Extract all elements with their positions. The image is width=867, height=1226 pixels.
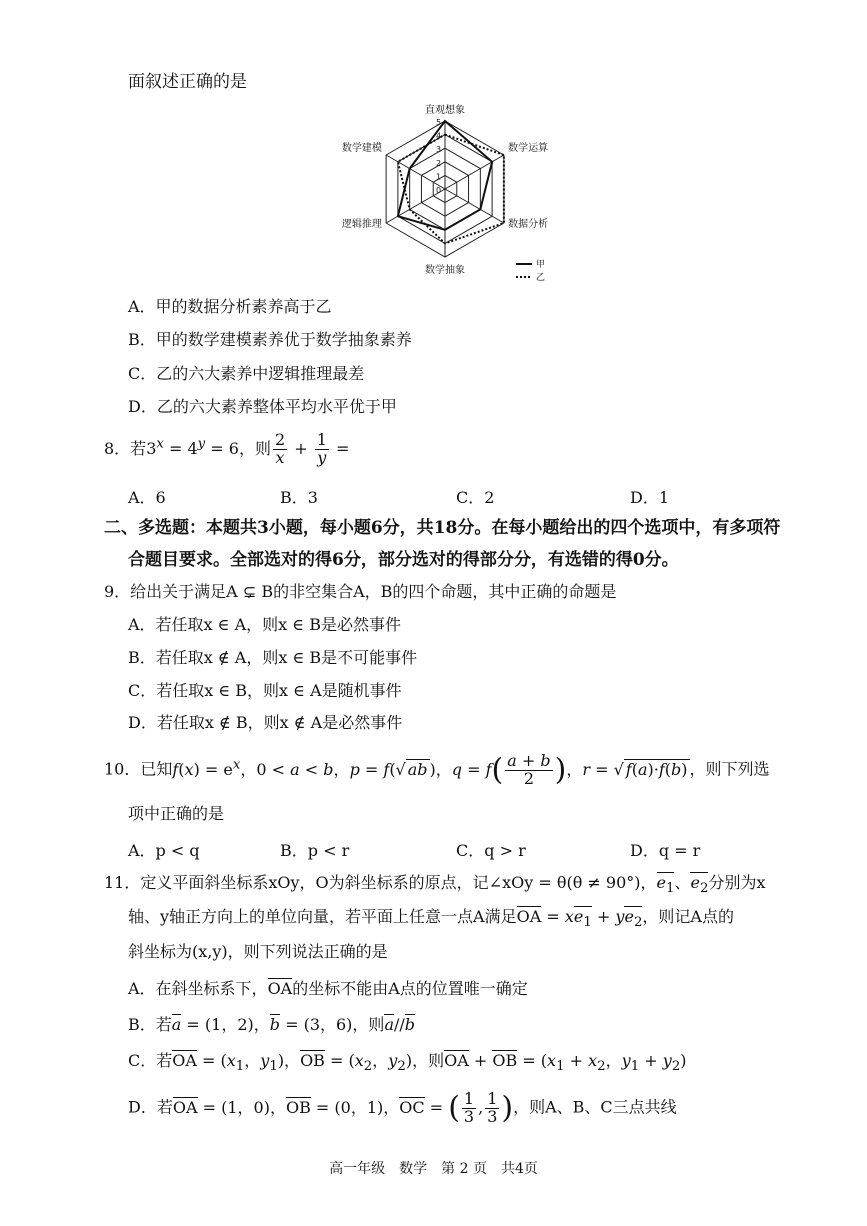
radar-axis-label: 数据分析: [508, 219, 549, 230]
q11-option-c-start: C．若: [128, 1051, 173, 1070]
radar-tick-label: 1: [436, 172, 442, 182]
q9-stem: 9．给出关于满足A ⊊ B的非空集合A，B的四个命题，其中正确的命题是: [104, 582, 617, 601]
q11-option-a-end: 的坐标不能由A点的位置唯一确定: [292, 979, 528, 998]
q11-line2: [128, 906, 734, 930]
radar-tick-label: 4: [436, 131, 442, 141]
q11-option-a: [128, 978, 528, 998]
q10-prefix: 10．已知: [104, 759, 173, 779]
q8-frac-1-y: $\frac{1}{y}$: [316, 430, 327, 467]
q11-option-d-math: OA = (1，0)，OB = (0，1)，OC = ( $\frac{1}{3}$ , $\frac{1}{3}$ ): [172, 1088, 514, 1126]
radar-axis-label: 逻辑推理: [341, 219, 382, 230]
q11-line1: [104, 872, 765, 896]
q11-option-c: [128, 1050, 687, 1075]
q11-line2-a: 轴、y轴正方向上的单位向量，若平面上任意一点A满足: [128, 907, 517, 926]
q11-option-b-start: B．若: [128, 1015, 172, 1034]
q11-option-b-math: a = (1，2)，b = (3，6)，则a//b: [171, 1015, 416, 1034]
q11-unit-vectors: $e_1$、$e_2$: [656, 873, 709, 897]
q10-option-c: C．q > r: [456, 841, 526, 860]
q11-option-b: [128, 1014, 415, 1034]
q10-option-b: B．p < r: [280, 841, 350, 860]
q11-line3: 斜坐标为(x,y)，则下列说法正确的是: [128, 942, 388, 961]
q8-stem: 8．若$3^x = 4^y = 6$，则 $\frac{2}{x}$ + $\frac{1}{y}$ =: [104, 430, 350, 467]
q7-option-d: D．乙的六大素养整体平均水平优于甲: [128, 397, 397, 416]
q9-option-b: B．若任取x ∉ A，则x ∈ B是不可能事件: [128, 648, 418, 667]
radar-legend: [516, 259, 545, 283]
legend-label-jia: 甲: [536, 260, 546, 270]
q10-suffix: ，则下列选: [689, 759, 770, 779]
q7-option-a: A．甲的数据分析素养高于乙: [128, 297, 332, 316]
section2-line1: 二、多选题：本题共3小题，每小题6分，共18分。在每小题给出的四个选项中，有多项符: [104, 518, 781, 538]
q8-frac-2-x: $\frac{2}{x}$: [274, 430, 286, 467]
q10-line2: 项中正确的是: [128, 804, 225, 823]
radar-axis-label: 直观想象: [425, 105, 465, 116]
q7-option-c: C．乙的六大素养中逻辑推理最差: [128, 364, 365, 383]
q9-option-d: D．若任取x ∉ B，则x ∉ A是必然事件: [128, 713, 403, 732]
radar-tick-label: 0: [436, 186, 442, 195]
radar-axis-label: 数学运算: [508, 143, 549, 154]
q11-option-d-end: ，则A、B、C三点共线: [513, 1097, 677, 1117]
q9-option-c: C．若任取x ∈ B，则x ∈ A是随机事件: [128, 681, 402, 700]
q8-option-a: A．6: [128, 488, 166, 507]
q11-option-c-math: OA = ($x_1$，$y_1$)，OB = ($x_2$，$y_2$)，则OA + OB = ($x_1 + x_2$，$y_1 + y_2$): [172, 1051, 687, 1075]
q11-option-a-vec: OA: [267, 979, 293, 998]
q8-option-c: C．2: [456, 488, 495, 507]
radar-chart: [330, 104, 580, 284]
q10-formula: $f(x) = e^x$，0 < a < b，p = f(√ ab )，q = f( $\frac{a + b}{2}$ )，r = √ f(a)·f(b): [172, 750, 688, 788]
radar-axis-label: 数学抽象: [425, 265, 465, 276]
q8-option-d: D．1: [630, 488, 670, 507]
q11-option-a-start: A．在斜坐标系下，: [128, 979, 268, 998]
q7-stem-tail: 面叙述正确的是: [128, 72, 247, 92]
q11-option-d: [128, 1090, 677, 1126]
q7-option-b: B．甲的数学建模素养优于数学抽象素养: [128, 330, 412, 349]
radar-axis-label: 数学建模: [341, 143, 382, 154]
q11-oa-def: OA = $xe_1 + ye_2$: [516, 907, 643, 931]
radar-tick-label: 3: [436, 145, 442, 155]
q11-option-d-start: D．若: [128, 1097, 173, 1117]
q10-option-d: D．q = r: [630, 841, 701, 860]
radar-tick-label: 2: [436, 158, 442, 168]
q11-line1-b: 分别为x: [708, 873, 766, 892]
q8-prefix: 8．若: [104, 438, 147, 458]
q10-option-a: A．p < q: [128, 841, 200, 860]
q10-stem: [104, 752, 770, 788]
q8-equation: $3^x = 4^y = 6$，则: [146, 436, 271, 458]
section2-line2: 合题目要求。全部选对的得6分，部分选对的得部分分，有选错的得0分。: [128, 550, 679, 570]
q9-option-a: A．若任取x ∈ A，则x ∈ B是必然事件: [128, 615, 401, 634]
radar-tick-label: 5: [436, 118, 442, 127]
page-footer: 高一年级 数学 第 2 页 共4页: [329, 1161, 538, 1177]
q8-option-b: B．3: [280, 488, 318, 507]
radar-axis-1: [445, 155, 504, 189]
q11-line1-a: 11．定义平面斜坐标系xOy，O为斜坐标系的原点，记∠xOy = θ(θ ≠ 90°)，: [104, 873, 657, 892]
q11-line2-b: ，则记A点的: [642, 907, 734, 926]
radar-axis-2: [445, 189, 504, 223]
legend-label-yi: 乙: [536, 273, 546, 283]
